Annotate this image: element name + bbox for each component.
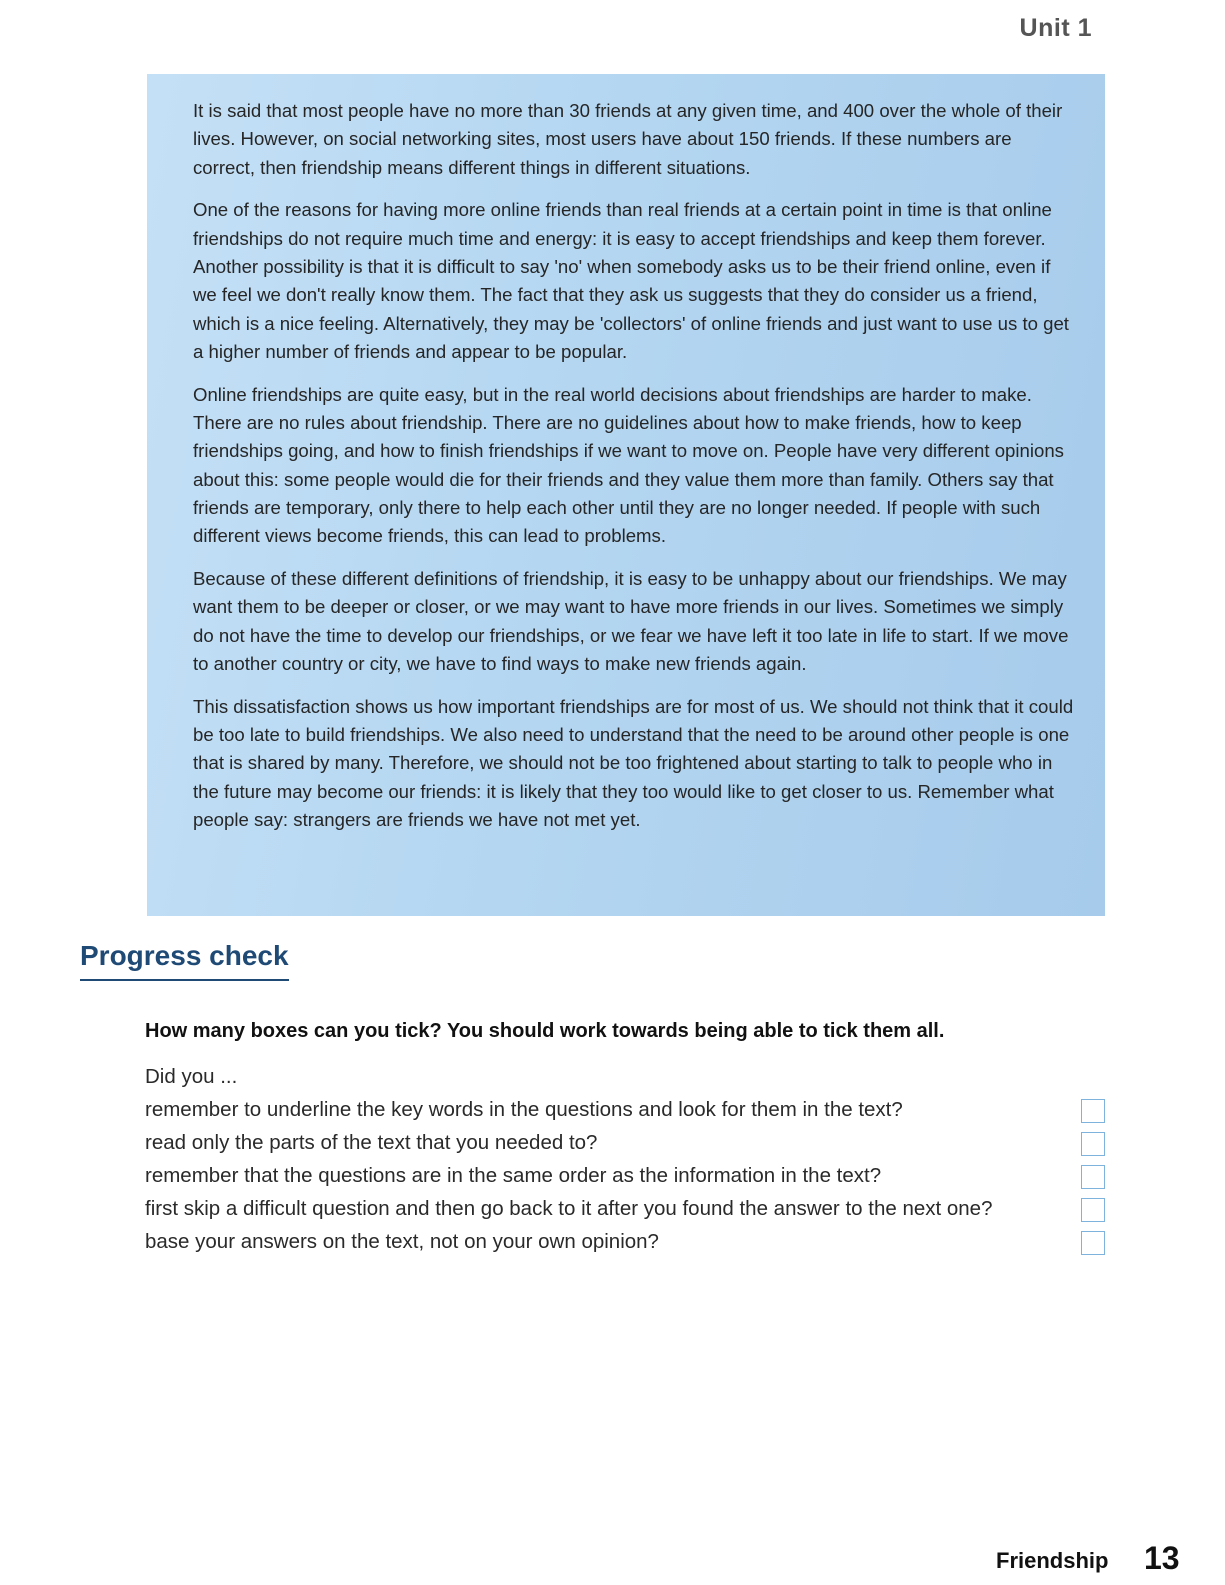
tick-checkbox[interactable] [1081, 1198, 1105, 1222]
checklist-item [145, 1196, 1105, 1222]
footer-chapter-title: Friendship [996, 1548, 1109, 1573]
checklist-item-text: read only the parts of the text that you needed to? [145, 1131, 598, 1154]
tick-checkbox[interactable] [1081, 1132, 1105, 1156]
page-number: 13 [1144, 1540, 1180, 1576]
checklist-item-text: first skip a difficult question and then go back to it after you found the answer to the next one? [145, 1197, 993, 1220]
tick-checkbox[interactable] [1081, 1165, 1105, 1189]
reading-paragraph: This dissatisfaction shows us how important friendships are for most of us. We should not think that it could be too late to build friendships. We also need to understand that the need to be around other people is one that is shared by many. Therefore, we should not be too frightened about starting to talk to people who in the future may become our friends: it is likely that they too would like to get closer to us. Remember what people say: strangers are friends we have not met yet. [193, 695, 1074, 830]
reading-paragraph: Because of these different definitions of friendship, it is easy to be unhappy about our friendships. We may want them to be deeper or closer, or we may want to have more friends in our lives. Sometimes we simply do not have the time to develop our friendships, or we fear we have left it too late in life to start. If we move to another country or city, we have to find ways to make new friends again. [193, 567, 1069, 674]
tick-checkbox[interactable] [1081, 1231, 1105, 1255]
checklist-item [145, 1130, 1105, 1156]
unit-label: Unit 1 [1019, 14, 1092, 42]
progress-check-instruction: How many boxes can you tick? You should work towards being able to tick them all. [145, 1020, 945, 1042]
checklist-item-text: base your answers on the text, not on your own opinion? [145, 1230, 659, 1253]
reading-paragraph: One of the reasons for having more online friends than real friends at a certain point in time is that online friendships do not require much time and energy: it is easy to accept friendships and keep them forever. Another possibility is that it is difficult to say 'no' when somebody asks us to be their friend online, even if we feel we don't really know them. The fact that they ask us suggests that they do consider us a friend, which is a nice feeling. Alternatively, they may be 'collectors' of online friends and just want to use us to get a higher number of friends and appear to be popular. [193, 199, 1069, 362]
reading-text-box [147, 74, 1105, 916]
progress-checklist [145, 1064, 1105, 1262]
checklist-intro: Did you ... [145, 1065, 238, 1088]
checklist-item-text: remember to underline the key words in the questions and look for them in the text? [145, 1098, 903, 1121]
checklist-item-text: remember that the questions are in the same order as the information in the text? [145, 1164, 882, 1187]
checklist-item [145, 1229, 1105, 1255]
reading-paragraph: It is said that most people have no more than 30 friends at any given time, and 400 over the whole of their lives. However, on social networking sites, most users have about 150 friends. If these numbers are correct, then friendship means different things in different situations. [193, 100, 1063, 178]
progress-check-title: Progress check [80, 940, 289, 981]
checklist-item [145, 1163, 1105, 1189]
checklist-item [145, 1097, 1105, 1123]
tick-checkbox[interactable] [1081, 1099, 1105, 1123]
reading-paragraph: Online friendships are quite easy, but in the real world decisions about friendships are harder to make. There are no rules about friendship. There are no guidelines about how to make friends, how to keep friendships going, and how to finish friendships if we want to move on. People have very different opinions about this: some people would die for their friends and they value them more than family. Others say that friends are temporary, only there to help each other until they are no longer needed. If people with such different views become friends, this can lead to problems. [193, 383, 1064, 547]
